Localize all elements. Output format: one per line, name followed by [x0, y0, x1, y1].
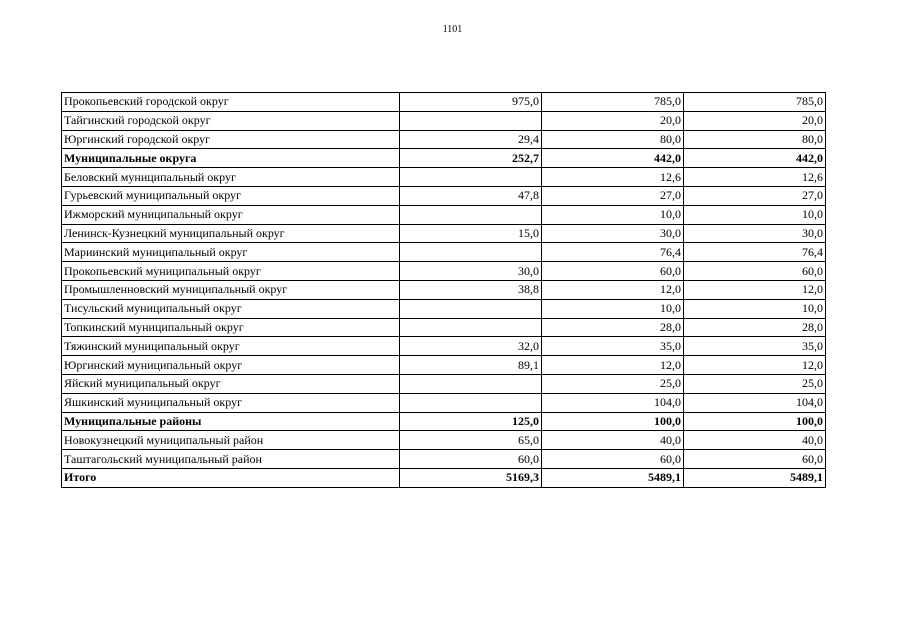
row-name-cell: Юргинский городской округ: [62, 130, 400, 149]
value-cell-1: 975,0: [400, 93, 542, 112]
value-cell-1: 47,8: [400, 186, 542, 205]
value-cell-2: 60,0: [542, 262, 684, 281]
table-row: [62, 224, 826, 243]
value-cell-1: [400, 168, 542, 187]
value-cell-1: 252,7: [400, 149, 542, 168]
row-name-cell: Тисульский муниципальный округ: [62, 299, 400, 318]
value-cell-2: 12,0: [542, 356, 684, 375]
value-cell-1: 38,8: [400, 280, 542, 299]
value-cell-1: [400, 299, 542, 318]
value-cell-1: 5169,3: [400, 468, 542, 487]
value-cell-2: 5489,1: [542, 468, 684, 487]
table-row: [62, 130, 826, 149]
table-row: [62, 337, 826, 356]
value-cell-3: 27,0: [684, 186, 826, 205]
value-cell-3: 35,0: [684, 337, 826, 356]
value-cell-1: 125,0: [400, 412, 542, 431]
table-row: [62, 168, 826, 187]
value-cell-2: 35,0: [542, 337, 684, 356]
value-cell-3: 10,0: [684, 299, 826, 318]
value-cell-2: 76,4: [542, 243, 684, 262]
row-name-cell: Муниципальные районы: [62, 412, 400, 431]
row-name-cell: Итого: [62, 468, 400, 487]
value-cell-1: 29,4: [400, 130, 542, 149]
value-cell-3: 12,0: [684, 280, 826, 299]
value-cell-3: 12,6: [684, 168, 826, 187]
table-row: [62, 280, 826, 299]
value-cell-1: [400, 318, 542, 337]
value-cell-3: 28,0: [684, 318, 826, 337]
value-cell-3: 104,0: [684, 393, 826, 412]
value-cell-1: 65,0: [400, 431, 542, 450]
value-cell-2: 60,0: [542, 450, 684, 469]
table-row: [62, 299, 826, 318]
value-cell-3: 25,0: [684, 374, 826, 393]
value-cell-1: [400, 205, 542, 224]
row-name-cell: Муниципальные округа: [62, 149, 400, 168]
value-cell-2: 40,0: [542, 431, 684, 450]
table-row: [62, 243, 826, 262]
value-cell-3: 76,4: [684, 243, 826, 262]
row-name-cell: Яйский муниципальный округ: [62, 374, 400, 393]
value-cell-2: 25,0: [542, 374, 684, 393]
row-name-cell: Прокопьевский муниципальный округ: [62, 262, 400, 281]
value-cell-2: 20,0: [542, 111, 684, 130]
table-row-total: [62, 149, 826, 168]
value-cell-3: 10,0: [684, 205, 826, 224]
value-cell-2: 100,0: [542, 412, 684, 431]
table-row: [62, 393, 826, 412]
value-cell-3: 100,0: [684, 412, 826, 431]
value-cell-3: 40,0: [684, 431, 826, 450]
table-row: [62, 262, 826, 281]
table-row: [62, 93, 826, 112]
value-cell-1: [400, 374, 542, 393]
page-number: 1101: [442, 24, 463, 35]
row-name-cell: Тяжинский муниципальный округ: [62, 337, 400, 356]
value-cell-3: 80,0: [684, 130, 826, 149]
value-cell-1: 15,0: [400, 224, 542, 243]
value-cell-1: [400, 243, 542, 262]
value-cell-1: 30,0: [400, 262, 542, 281]
value-cell-3: 60,0: [684, 450, 826, 469]
row-name-cell: Таштагольский муниципальный район: [62, 450, 400, 469]
value-cell-1: [400, 393, 542, 412]
table-row: [62, 450, 826, 469]
value-cell-3: 785,0: [684, 93, 826, 112]
table-row-total: [62, 412, 826, 431]
value-cell-3: 20,0: [684, 111, 826, 130]
value-cell-2: 10,0: [542, 205, 684, 224]
table-body: [62, 93, 826, 488]
table-row: [62, 356, 826, 375]
table-row: [62, 186, 826, 205]
row-name-cell: Прокопьевский городской округ: [62, 93, 400, 112]
table-row-total: [62, 468, 826, 487]
value-cell-3: 30,0: [684, 224, 826, 243]
value-cell-2: 30,0: [542, 224, 684, 243]
value-cell-2: 28,0: [542, 318, 684, 337]
value-cell-2: 80,0: [542, 130, 684, 149]
value-cell-2: 10,0: [542, 299, 684, 318]
value-cell-3: 442,0: [684, 149, 826, 168]
value-cell-1: 89,1: [400, 356, 542, 375]
row-name-cell: Ижморский муниципальный округ: [62, 205, 400, 224]
table-row: [62, 111, 826, 130]
value-cell-3: 12,0: [684, 356, 826, 375]
table-row: [62, 205, 826, 224]
value-cell-2: 12,6: [542, 168, 684, 187]
value-cell-2: 104,0: [542, 393, 684, 412]
row-name-cell: Топкинский муниципальный округ: [62, 318, 400, 337]
row-name-cell: Тайгинский городской округ: [62, 111, 400, 130]
value-cell-1: 32,0: [400, 337, 542, 356]
table-row: [62, 374, 826, 393]
value-cell-3: 60,0: [684, 262, 826, 281]
value-cell-2: 785,0: [542, 93, 684, 112]
value-cell-3: 5489,1: [684, 468, 826, 487]
row-name-cell: Новокузнецкий муниципальный район: [62, 431, 400, 450]
row-name-cell: Беловский муниципальный округ: [62, 168, 400, 187]
row-name-cell: Гурьевский муниципальный округ: [62, 186, 400, 205]
value-cell-2: 27,0: [542, 186, 684, 205]
value-cell-2: 12,0: [542, 280, 684, 299]
value-cell-2: 442,0: [542, 149, 684, 168]
budget-table: [61, 92, 826, 488]
row-name-cell: Юргинский муниципальный округ: [62, 356, 400, 375]
row-name-cell: Мариинский муниципальный округ: [62, 243, 400, 262]
row-name-cell: Ленинск-Кузнецкий муниципальный округ: [62, 224, 400, 243]
row-name-cell: Промышленновский муниципальный округ: [62, 280, 400, 299]
value-cell-1: [400, 111, 542, 130]
value-cell-1: 60,0: [400, 450, 542, 469]
row-name-cell: Яшкинский муниципальный округ: [62, 393, 400, 412]
table-row: [62, 318, 826, 337]
table-row: [62, 431, 826, 450]
